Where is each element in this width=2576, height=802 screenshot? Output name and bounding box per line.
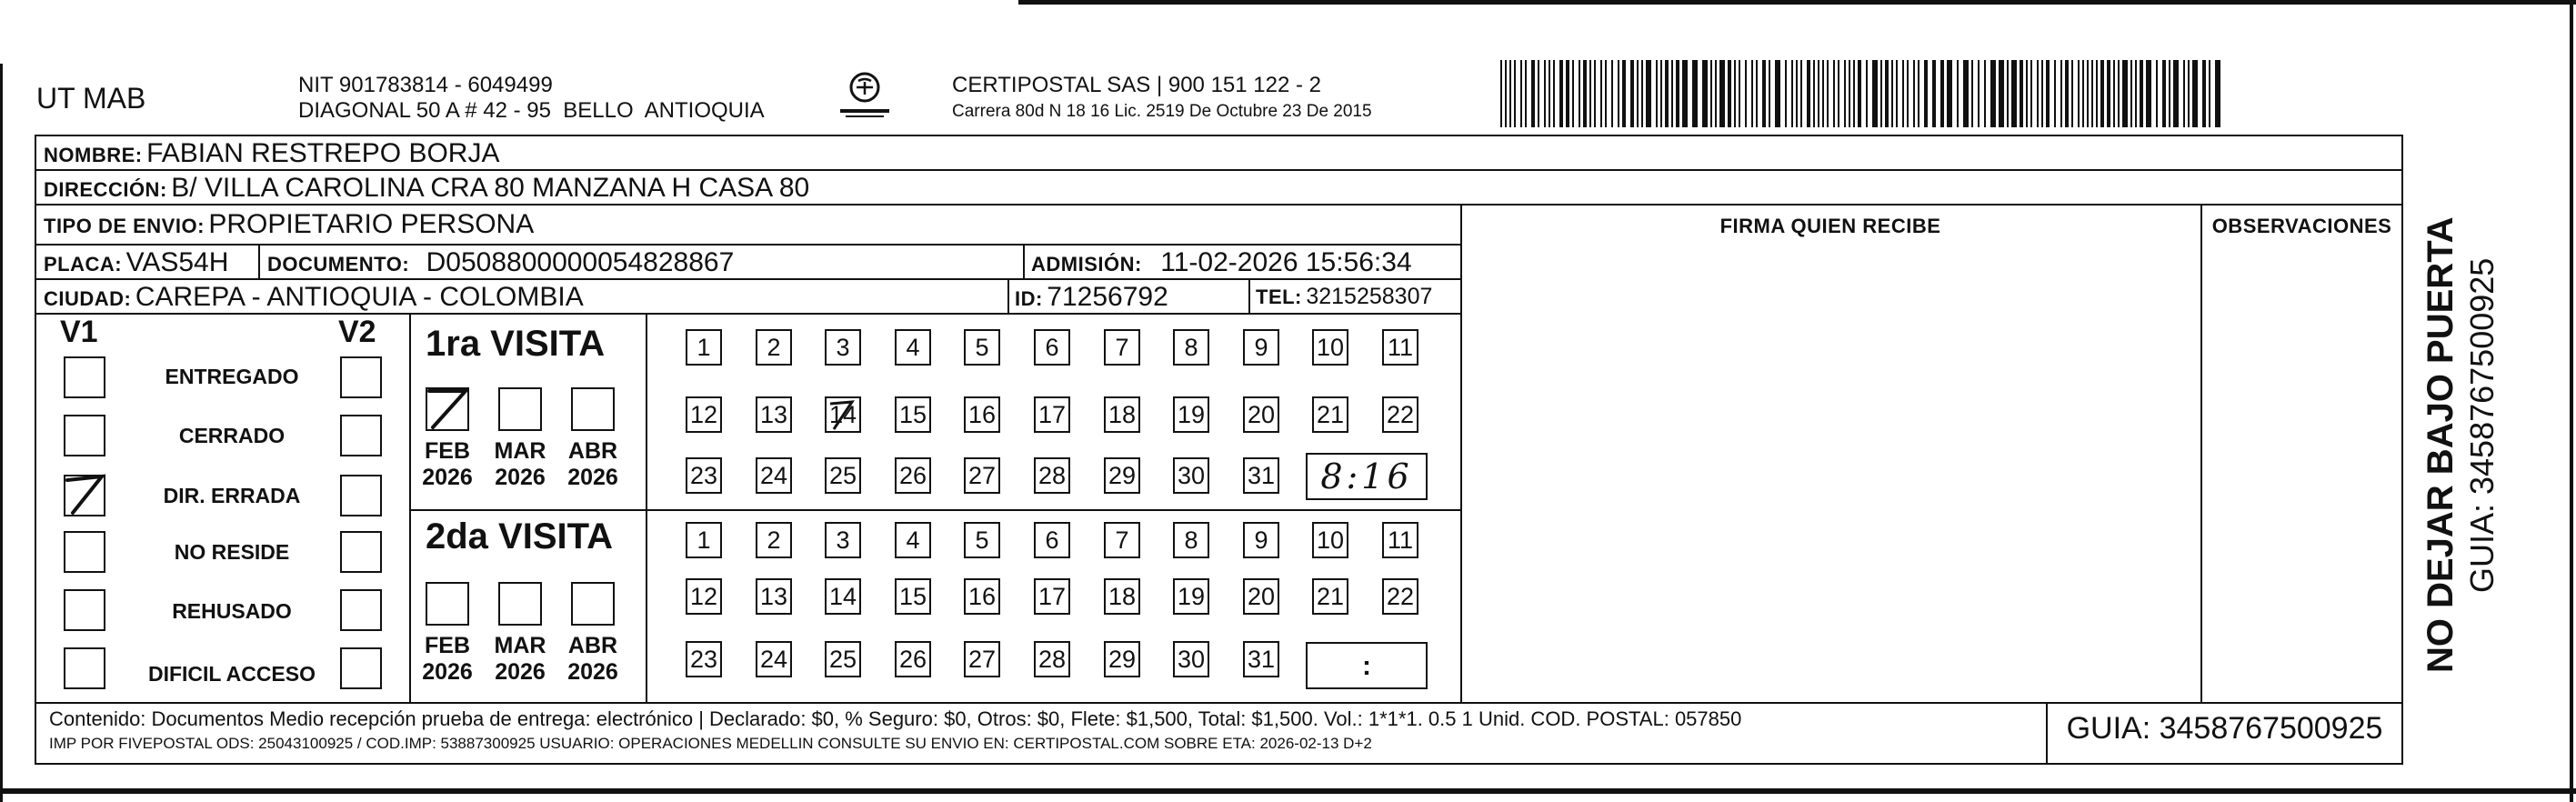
visit-2-day-22[interactable]: 22 <box>1382 578 1418 615</box>
visit-2-day-18[interactable]: 18 <box>1104 578 1140 615</box>
row-line <box>35 313 1462 315</box>
visit-1-day-8[interactable]: 8 <box>1173 329 1209 366</box>
visit-2-day-27[interactable]: 27 <box>964 641 1000 677</box>
bottom-border <box>0 788 2576 794</box>
visit-2-month-checkbox-abr[interactable] <box>571 582 615 626</box>
visit-2-day-19[interactable]: 19 <box>1173 578 1209 615</box>
observaciones-label: OBSERVACIONES <box>2211 215 2392 237</box>
visit-2-day-29[interactable]: 29 <box>1104 641 1140 677</box>
col-line <box>1007 278 1009 313</box>
visit-2-day-7[interactable]: 7 <box>1104 522 1140 558</box>
visit-1-day-1[interactable]: 1 <box>686 329 722 366</box>
visit-2-day-31[interactable]: 31 <box>1243 641 1279 677</box>
visit-2-day-11[interactable]: 11 <box>1382 522 1418 558</box>
admision-field <box>1031 247 1412 278</box>
col-line <box>646 313 647 702</box>
tipo-label: TIPO DE ENVIO: <box>44 215 205 237</box>
nombre-field <box>44 138 499 169</box>
visit-2-day-2[interactable]: 2 <box>756 522 792 558</box>
v1-checkbox-cerrado[interactable] <box>64 415 105 456</box>
id-label: ID: <box>1015 287 1043 310</box>
row-line <box>35 204 2403 206</box>
visit-2-day-14[interactable]: 14 <box>825 578 861 615</box>
admision-label: ADMISIÓN: <box>1031 253 1142 276</box>
visit-1-day-22[interactable]: 22 <box>1382 396 1418 433</box>
visit-2-day-24[interactable]: 24 <box>756 641 792 677</box>
visit-1-day-10[interactable]: 10 <box>1312 329 1348 366</box>
visit-1-day-2[interactable]: 2 <box>756 329 792 366</box>
check-mark-icon <box>426 386 469 429</box>
visit-1-time-box[interactable] <box>1306 453 1428 500</box>
col-line <box>1023 244 1025 278</box>
ciudad-value: CAREPA - ANTIOQUIA - COLOMBIA <box>135 282 584 312</box>
carrier-name: CERTIPOSTAL SAS | 900 151 122 - 2 <box>952 73 1321 97</box>
visit-1-day-28[interactable]: 28 <box>1034 457 1070 494</box>
documento-label: DOCUMENTO: <box>267 253 410 276</box>
visit-1-day-14[interactable]: 14 <box>825 396 861 433</box>
visit-2-day-6[interactable]: 6 <box>1034 522 1070 558</box>
visit-1-month-checkbox-mar[interactable] <box>498 387 542 431</box>
status-label-dir-errada: DIR. ERRADA <box>163 484 301 507</box>
sender-nit: NIT 901783814 - 6049499 <box>298 73 553 97</box>
placa-value: VAS54H <box>125 247 229 277</box>
visit-2-day-23[interactable]: 23 <box>686 641 722 677</box>
sender-name: UT MAB <box>36 82 146 115</box>
status-label-entregado: ENTREGADO <box>165 365 299 388</box>
visit-2-day-5[interactable]: 5 <box>964 522 1000 558</box>
visit-2-day-26[interactable]: 26 <box>895 641 931 677</box>
row-line <box>35 702 2403 704</box>
right-border <box>2570 0 2573 802</box>
col-line <box>258 244 260 278</box>
visit-1-day-31[interactable]: 31 <box>1243 457 1279 494</box>
visit-1-day-30[interactable]: 30 <box>1173 457 1209 494</box>
footer-imp: IMP POR FIVEPOSTAL ODS: 25043100925 / COD.IMP: 53887300925 USUARIO: OPERACIONES MEDELLIN CONSULTE SU ENVIO EN: CERTIPOSTAL.COM SOBRE ETA: 2026-02-13 D+2 <box>49 735 1372 752</box>
visit-2-month-checkbox-mar[interactable] <box>498 582 542 626</box>
row-line <box>35 169 2403 171</box>
visit-1-title: 1ra VISITA <box>426 324 606 364</box>
visit-1-day-11[interactable]: 11 <box>1382 329 1418 366</box>
visit-2-day-17[interactable]: 17 <box>1034 578 1070 615</box>
visit-1-day-6[interactable]: 6 <box>1034 329 1070 366</box>
tel-value: 3215258307 <box>1306 284 1433 309</box>
v2-checkbox-dificil-acceso[interactable] <box>340 647 382 689</box>
visit-1-day-5[interactable]: 5 <box>964 329 1000 366</box>
visit-1-day-16[interactable]: 16 <box>964 396 1000 433</box>
nombre-value: FABIAN RESTREPO BORJA <box>146 138 500 168</box>
visit-1-day-4[interactable]: 4 <box>895 329 931 366</box>
certipostal-logo <box>833 69 897 122</box>
direccion-label: DIRECCIÓN: <box>44 178 167 201</box>
documento-field <box>267 247 734 278</box>
visit-2-title: 2da VISITA <box>426 516 613 556</box>
direccion-field <box>44 173 809 204</box>
col-line <box>2200 204 2202 702</box>
status-label-no-reside: NO RESIDE <box>174 540 290 564</box>
visit-1-day-21[interactable]: 21 <box>1312 396 1348 433</box>
visit-1-day-19[interactable]: 19 <box>1173 396 1209 433</box>
visit-1-day-26[interactable]: 26 <box>895 457 931 494</box>
visit-1-day-13[interactable]: 13 <box>756 396 792 433</box>
v1-checkbox-rehusado[interactable] <box>64 589 105 631</box>
visit-2-day-25[interactable]: 25 <box>825 641 861 677</box>
v2-checkbox-cerrado[interactable] <box>340 415 382 456</box>
visit-1-month-checkbox-abr[interactable] <box>571 387 615 431</box>
sender-address: DIAGONAL 50 A # 42 - 95 BELLO ANTIOQUIA <box>298 98 765 123</box>
visit-2-month-label-mar: MAR 2026 <box>494 633 546 685</box>
v1-checkbox-no-reside[interactable] <box>64 531 105 573</box>
visit-2-day-21[interactable]: 21 <box>1312 578 1348 615</box>
row-line <box>35 244 1462 246</box>
admision-value: 11-02-2026 15:56:34 <box>1160 247 1412 277</box>
footer-guia: GUIA: 3458767500925 <box>2066 711 2383 746</box>
placa-field <box>44 247 228 278</box>
visit-2-day-9[interactable]: 9 <box>1243 522 1279 558</box>
ciudad-field <box>44 282 584 313</box>
visit-2-day-1[interactable]: 1 <box>686 522 722 558</box>
col-line <box>1248 278 1250 313</box>
firma-label: FIRMA QUIEN RECIBE <box>1719 215 1941 237</box>
v1-checkbox-dificil-acceso[interactable] <box>64 647 105 689</box>
tipo-value: PROPIETARIO PERSONA <box>208 209 535 239</box>
carrier-license: Carrera 80d N 18 16 Lic. 2519 De Octubre 23 De 2015 <box>952 102 1372 121</box>
visit-1-month-label-abr: ABR 2026 <box>567 438 618 490</box>
visit-2-day-4[interactable]: 4 <box>895 522 931 558</box>
visit-1-time-handwritten: 8:16 <box>1320 456 1413 496</box>
check-mark-icon <box>64 473 107 516</box>
visit-1-month-label-feb: FEB 2026 <box>422 438 473 490</box>
v2-label: V2 <box>338 315 376 349</box>
day-mark-icon <box>825 396 861 433</box>
tipo-field <box>44 209 534 240</box>
barcode <box>1500 60 2228 127</box>
visit-2-time-box[interactable] <box>1306 642 1428 689</box>
visit-2-day-28[interactable]: 28 <box>1034 641 1070 677</box>
row-line <box>409 509 1462 511</box>
v2-checkbox-dir-errada[interactable] <box>340 475 382 516</box>
visit-1-month-label-mar: MAR 2026 <box>494 438 546 490</box>
documento-value: D0508800000054828867 <box>426 247 735 277</box>
visit-2-day-8[interactable]: 8 <box>1173 522 1209 558</box>
visit-2-day-20[interactable]: 20 <box>1243 578 1279 615</box>
footer-contenido: Contenido: Documentos Medio recepción prueba de entrega: electrónico | Declarado: $0, % Seguro: $0, Otros: $0, Flete: $1,500, Total: $1,500. Vol.: 1*1*1. 0.5 1 Unid. COD. POSTAL: 057850 <box>49 707 1742 730</box>
visit-2-day-13[interactable]: 13 <box>756 578 792 615</box>
v1-label: V1 <box>60 315 98 349</box>
status-label-dificil-acceso: DIFICIL ACCESO <box>147 662 316 686</box>
visit-2-month-checkbox-feb[interactable] <box>426 582 469 626</box>
v2-checkbox-no-reside[interactable] <box>340 531 382 573</box>
visit-1-day-12[interactable]: 12 <box>686 396 722 433</box>
visit-2-day-16[interactable]: 16 <box>964 578 1000 615</box>
id-field <box>1015 282 1168 313</box>
ciudad-label: CIUDAD: <box>44 287 132 310</box>
visit-2-day-12[interactable]: 12 <box>686 578 722 615</box>
visit-2-day-10[interactable]: 10 <box>1312 522 1348 558</box>
visit-1-day-23[interactable]: 23 <box>686 457 722 494</box>
col-line <box>1460 204 1462 702</box>
visit-1-day-29[interactable]: 29 <box>1104 457 1140 494</box>
visit-2-day-15[interactable]: 15 <box>895 578 931 615</box>
status-label-cerrado: CERRADO <box>178 424 286 447</box>
visit-2-day-3[interactable]: 3 <box>825 522 861 558</box>
id-value: 71256792 <box>1047 282 1168 312</box>
placa-label: PLACA: <box>44 253 123 276</box>
visit-1-day-18[interactable]: 18 <box>1104 396 1140 433</box>
tel-label: TEL: <box>1256 286 1302 308</box>
visit-1-day-3[interactable]: 3 <box>825 329 861 366</box>
visit-2-time-placeholder: : <box>1362 651 1371 681</box>
visit-1-day-17[interactable]: 17 <box>1034 396 1070 433</box>
v2-checkbox-rehusado[interactable] <box>340 589 382 631</box>
v1-checkbox-entregado[interactable] <box>64 356 105 398</box>
top-border <box>1018 0 2576 5</box>
visit-2-day-30[interactable]: 30 <box>1173 641 1209 677</box>
visit-1-day-7[interactable]: 7 <box>1104 329 1140 366</box>
status-label-rehusado: REHUSADO <box>172 599 292 623</box>
visit-1-day-27[interactable]: 27 <box>964 457 1000 494</box>
visit-1-day-25[interactable]: 25 <box>825 457 861 494</box>
nombre-label: NOMBRE: <box>44 144 143 166</box>
direccion-value: B/ VILLA CAROLINA CRA 80 MANZANA H CASA 80 <box>171 173 810 203</box>
left-border <box>0 64 3 802</box>
visit-1-day-24[interactable]: 24 <box>756 457 792 494</box>
visit-2-month-label-abr: ABR 2026 <box>567 633 618 685</box>
visit-1-day-9[interactable]: 9 <box>1243 329 1279 366</box>
visit-1-day-15[interactable]: 15 <box>895 396 931 433</box>
visit-2-month-label-feb: FEB 2026 <box>422 633 473 685</box>
visit-1-day-20[interactable]: 20 <box>1243 396 1279 433</box>
tel-field <box>1256 284 1432 310</box>
v2-checkbox-entregado[interactable] <box>340 356 382 398</box>
